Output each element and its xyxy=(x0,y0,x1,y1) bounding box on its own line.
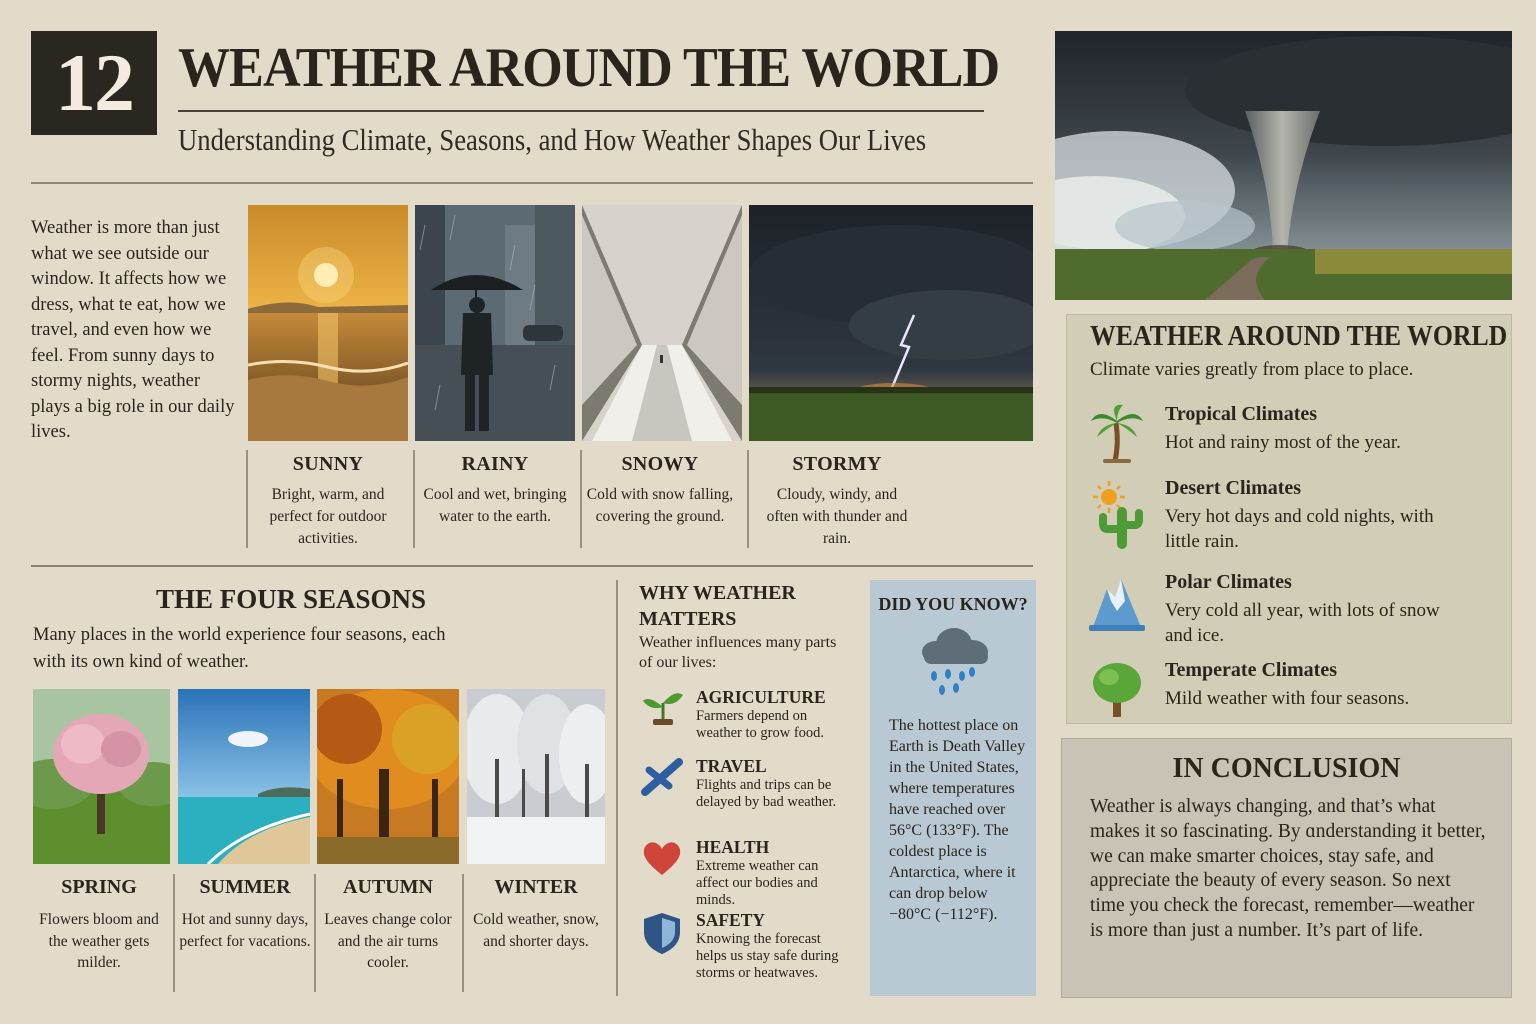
season-description: Flowers bloom and the weather gets milder. xyxy=(39,911,159,971)
season-title: SPRING xyxy=(61,876,137,898)
why-item-description: Farmers depend on weather to grow food. xyxy=(696,708,825,741)
climate-tropical xyxy=(1089,403,1499,473)
issue-number-badge xyxy=(31,31,157,135)
intro-paragraph: Weather is more than just what we see outside our window. It affects how we dress, what te eat, how we travel, and even how we feel. From sunny days to stormy nights, weather plays a big role in our daily lives. xyxy=(31,218,235,442)
season-description: Hot and sunny days, perfect for vacations. xyxy=(179,911,311,950)
title-divider xyxy=(178,110,984,112)
season-caption-spring xyxy=(29,876,169,974)
weather-title: RAINY xyxy=(461,453,529,475)
rainy-photo xyxy=(415,205,575,441)
issue-number: 12 xyxy=(55,37,133,128)
season-title: SUMMER xyxy=(199,876,291,898)
why-item-travel xyxy=(639,756,859,826)
caption-divider xyxy=(747,450,749,548)
why-item-title: HEALTH xyxy=(696,837,770,857)
climates-description: Climate varies greatly from place to place. xyxy=(1090,359,1414,380)
caption-divider xyxy=(246,450,248,548)
did-you-know-box xyxy=(870,580,1036,996)
climate-description: Very cold all year, with lots of snow and ice. xyxy=(1165,600,1440,646)
palm-tree-icon xyxy=(1089,403,1145,465)
season-divider xyxy=(462,874,464,992)
tornado-photo xyxy=(1055,31,1512,300)
weather-description: Bright, warm, and perfect for outdoor activities. xyxy=(269,486,387,547)
why-item-description: Extreme weather can affect our bodies and minds. xyxy=(696,858,819,908)
why-item-title: TRAVEL xyxy=(696,756,767,776)
autumn-photo xyxy=(317,689,459,864)
climates-title: WEATHER AROUND THE WORLD xyxy=(1090,321,1508,352)
tree-icon xyxy=(1089,659,1145,721)
why-item-health xyxy=(639,837,859,907)
did-you-know-title: DID YOU KNOW? xyxy=(878,594,1028,614)
stormy-photo xyxy=(749,205,1033,441)
climate-description: Mild weather with four seasons. xyxy=(1165,688,1410,709)
weather-description: Cool and wet, bringing water to the earth. xyxy=(423,486,567,525)
climate-temperate xyxy=(1089,659,1499,721)
climate-title: Tropical Climates xyxy=(1165,403,1318,425)
rain-cloud-icon xyxy=(914,620,994,700)
weather-title: STORMY xyxy=(792,453,882,475)
weather-description: Cloudy, windy, and often with thunder and rain. xyxy=(766,486,908,547)
caption-divider xyxy=(580,450,582,548)
did-you-know-text: The hottest place on Earth is Death Valley in the United States, where temperatures have reached over 56°C (133°F). The coldest place is Antarctica, where it can drop below −80°C (−112°F). xyxy=(889,717,1026,923)
season-description: Leaves change color and the air turns cooler. xyxy=(324,911,452,971)
cactus-sun-icon xyxy=(1089,477,1145,551)
conclusion-text: Weather is always changing, and that’s what makes it so fascinating. By ɑnderstanding it better, we can make smarter choices, stay safe, and appreciate the beauty of every season. So next time you check the forecast, remember—weather is more than just a number. It’s part of life. xyxy=(1090,796,1486,941)
weather-title: SUNNY xyxy=(292,453,364,475)
season-caption-autumn xyxy=(319,876,457,974)
why-item-title: AGRICULTURE xyxy=(696,687,826,707)
conclusion-box xyxy=(1061,738,1512,998)
why-weather-matters-title: WHY WEATHER MATTERS xyxy=(639,582,796,630)
why-item-description: Knowing the forecast helps us stay safe during storms or heatwaves. xyxy=(696,931,839,981)
climates-box xyxy=(1066,314,1512,724)
heart-icon xyxy=(639,837,685,879)
weather-caption-rainy xyxy=(419,453,571,528)
sunny-photo xyxy=(248,205,408,441)
season-divider xyxy=(314,874,316,992)
climate-polar xyxy=(1089,571,1499,646)
climate-description: Hot and rainy most of the year. xyxy=(1165,432,1401,453)
season-description: Cold weather, snow, and shorter days. xyxy=(473,911,599,950)
column-divider xyxy=(616,580,618,996)
season-title: AUTUMN xyxy=(343,876,433,898)
climate-desert xyxy=(1089,477,1499,557)
why-weather-matters-description: Weather influences many parts of our lives: xyxy=(639,634,837,671)
iceberg-icon xyxy=(1089,571,1145,633)
climate-description: Very hot days and cold nights, with little rain. xyxy=(1165,506,1434,552)
weather-caption-sunny xyxy=(252,453,404,550)
season-caption-summer xyxy=(176,876,314,952)
season-title: WINTER xyxy=(494,876,578,898)
why-item-title: SAFETY xyxy=(696,910,766,930)
header-divider xyxy=(31,182,1033,184)
why-item-agriculture xyxy=(639,687,859,747)
conclusion-title: IN CONCLUSION xyxy=(1172,753,1401,784)
seasons-description: Many places in the world experience four seasons, each with its own kind of weather. xyxy=(33,625,446,672)
season-caption-winter xyxy=(466,876,606,952)
summer-photo xyxy=(178,689,310,864)
sprout-icon xyxy=(639,687,685,729)
weather-description: Cold with snow falling, covering the ground. xyxy=(586,486,734,525)
shield-icon xyxy=(639,910,685,956)
why-item-safety xyxy=(639,910,859,996)
snowy-photo xyxy=(582,205,742,441)
climate-title: Desert Climates xyxy=(1165,477,1302,499)
seasons-title: THE FOUR SEASONS xyxy=(155,584,427,614)
why-item-description: Flights and trips can be delayed by bad weather. xyxy=(696,777,837,810)
caption-divider xyxy=(413,450,415,548)
weather-caption-stormy xyxy=(760,453,914,550)
weather-caption-snowy xyxy=(586,453,734,528)
climate-title: Temperate Climates xyxy=(1165,659,1337,681)
winter-photo xyxy=(467,689,605,864)
spring-photo xyxy=(33,689,170,864)
page-title: WEATHER AROUND THE WORLD xyxy=(178,37,1000,99)
page-subtitle: Understanding Climate, Seasons, and How Weather Shapes Our Lives xyxy=(178,122,927,157)
climate-title: Polar Climates xyxy=(1165,571,1292,593)
airplane-icon xyxy=(639,756,685,798)
weather-title: SNOWY xyxy=(621,453,699,475)
section-divider xyxy=(31,565,1033,567)
season-divider xyxy=(173,874,175,992)
